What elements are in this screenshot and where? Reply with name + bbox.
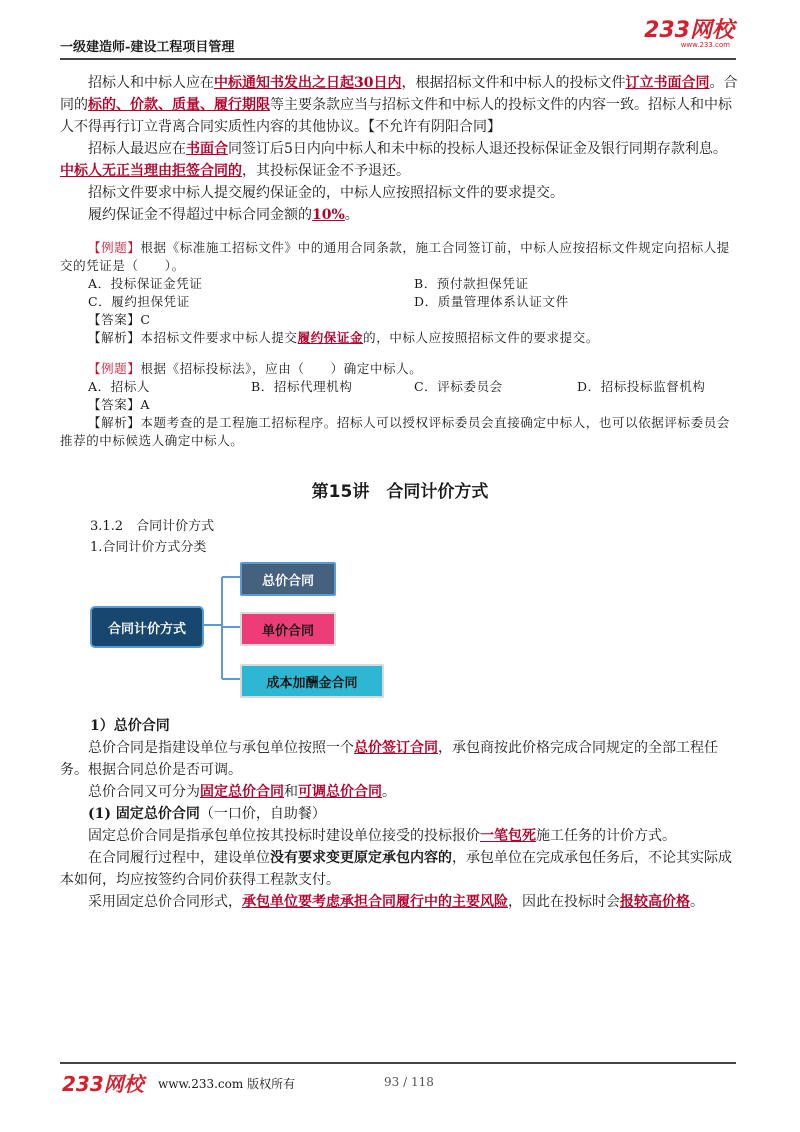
text: 。	[382, 784, 396, 800]
brand-logo	[644, 20, 734, 49]
paragraph-bond-limit	[60, 204, 740, 226]
text: 招标人最迟应在	[88, 141, 186, 157]
highlight: 履约保证金	[297, 330, 364, 345]
question-text: 根据《招标投标法》，应由（ ）确定中标人。	[140, 361, 423, 376]
text: 同签订后5日内向中标人和未中标的投标人退还投标保证金及银行同期存款利息。	[228, 141, 727, 157]
text: ，根据招标文件和中标人的投标文件	[401, 75, 626, 91]
highlight: 书面合	[186, 141, 228, 157]
highlight: 中标通知书发出之日起30日内	[214, 75, 402, 91]
footer-logo: 233网校	[62, 1072, 144, 1096]
subsection-title: 1.合同计价方式分类	[90, 540, 207, 555]
diagram-root-node: 合同计价方式	[90, 606, 204, 648]
highlight: 总价签订合同	[354, 740, 438, 756]
text: 固定总价合同是指承包单位按其投标时建设单位接受的投标报价	[88, 828, 480, 844]
text: ，承包单位在完成承包任务后，不论其实际成本如何，均应按签约合同价获得工程款支付。	[60, 850, 732, 888]
section-heading: 第15讲 合同计价方式	[311, 482, 489, 502]
option-c: C．履约担保凭证	[88, 294, 190, 309]
diagram-node-total-price: 总价合同	[240, 562, 336, 596]
subsection-number: 3.1.2 合同计价方式	[90, 519, 215, 534]
header-divider	[60, 58, 736, 60]
total-price-heading: 1）总价合同	[90, 718, 170, 734]
text: 施工任务的计价方式。	[536, 828, 676, 844]
text: 的，中标人应按照招标文件的要求提交。	[363, 330, 599, 345]
example-tag: 【例题】	[88, 361, 141, 376]
option-d: D．质量管理体系认证文件	[414, 294, 569, 309]
text: 总价合同是指建设单位与承包单位按照一个	[88, 740, 354, 756]
paragraph-fixed-heading	[60, 803, 740, 825]
highlight: 10%	[312, 207, 345, 223]
page-number: 93 / 118	[384, 1075, 434, 1089]
logo-mark: 233网校	[644, 18, 734, 43]
answer: 【答案】C	[88, 312, 151, 327]
option-c: C．评标委员会	[414, 379, 503, 394]
highlight: 固定总价合同	[200, 784, 284, 800]
example-1	[60, 239, 740, 347]
answer: 【答案】A	[88, 397, 151, 412]
text: 。	[690, 894, 704, 910]
paragraph-contract-signing	[60, 72, 740, 138]
options-row	[60, 378, 740, 396]
highlight: 订立书面合同	[625, 75, 710, 91]
text: 等主要条款应当与招标文件和中标人的投标文件的内容一致。招标人和中标人不得再行订立背离合同实质性内容的其他协议。【不允许有阴阳合同】	[60, 97, 732, 135]
question-text: 根据《标准施工招标文件》中的通用合同条款，施工合同签订前，中标人应按招标文件规定向招标人提交的凭证是（ ）。	[60, 240, 730, 273]
analysis	[60, 329, 740, 347]
analysis: 【解析】本题考查的是工程施工招标程序。招标人可以授权评标委员会直接确定中标人，也可以依据评标委员会推荐的中标候选人确定中标人。	[60, 415, 730, 448]
paragraph-total-definition	[60, 737, 740, 781]
text: ，承包商按此价格完成合同规定的全部工程任务。根据合同总价是否可调。	[60, 740, 718, 778]
paragraph-fixed-risk	[60, 891, 740, 913]
text: 总价合同又可分为	[88, 784, 200, 800]
text: 采用固定总价合同形式，	[88, 894, 242, 910]
highlight: 一笔包死	[480, 828, 536, 844]
paragraph-total-types	[60, 781, 740, 803]
text: 在合同履行过程中，建设单位	[88, 850, 270, 866]
option-b: B．招标代理机构	[251, 379, 353, 394]
highlight: 标的、价款、质量、履行期限	[88, 97, 270, 113]
page-content	[60, 72, 740, 913]
logo-url: www.233.com	[680, 41, 730, 49]
option-b: B．预付款担保凭证	[414, 276, 529, 291]
paragraph-fixed-execution	[60, 847, 740, 891]
options-row	[60, 275, 740, 293]
text: (1) 固定总价合同	[88, 806, 200, 822]
option-a: A．投标保证金凭证	[88, 276, 203, 291]
option-d: D．招标投标监督机构	[577, 379, 706, 394]
text: 。合同的	[60, 75, 738, 113]
text: ，因此在投标时会	[508, 894, 620, 910]
page-header-title: 一级建造师-建设工程项目管理	[60, 40, 235, 55]
text: （一口价，自助餐）	[199, 806, 326, 822]
text: ，其投标保证金不予退还。	[242, 163, 410, 179]
highlight: 报较高价格	[620, 894, 690, 910]
example-2	[60, 360, 740, 450]
example-question	[60, 239, 740, 275]
pricing-diagram	[60, 558, 740, 716]
paragraph-fixed-definition	[60, 825, 740, 847]
paragraph-performance-bond: 招标文件要求中标人提交履约保证金的，中标人应按照招标文件的要求提交。	[88, 185, 564, 201]
highlight: 中标人无正当理由拒签合同的	[60, 163, 242, 179]
text: 招标人和中标人应在	[88, 75, 214, 91]
footer-copyright: www.233.com 版权所有	[158, 1077, 296, 1091]
text: 履约保证金不得超过中标合同金额的	[88, 207, 312, 223]
footer-divider	[60, 1062, 736, 1064]
diagram-node-unit-price: 单价合同	[240, 612, 336, 646]
options-row	[60, 293, 740, 311]
highlight: 承包单位要考虑承担合同履行中的主要风险	[242, 894, 508, 910]
highlight: 可调总价合同	[298, 784, 382, 800]
text: 和	[284, 784, 298, 800]
example-tag: 【例题】	[88, 240, 141, 255]
emphasis: 没有要求变更原定承包内容的	[270, 850, 452, 866]
text: 。	[344, 207, 359, 223]
diagram-node-cost-plus: 成本加酬金合同	[240, 664, 384, 698]
paragraph-deposit-refund	[60, 138, 740, 182]
text: 【解析】本招标文件要求中标人提交	[88, 330, 298, 345]
option-a: A．招标人	[88, 379, 151, 394]
example-question	[60, 360, 740, 378]
